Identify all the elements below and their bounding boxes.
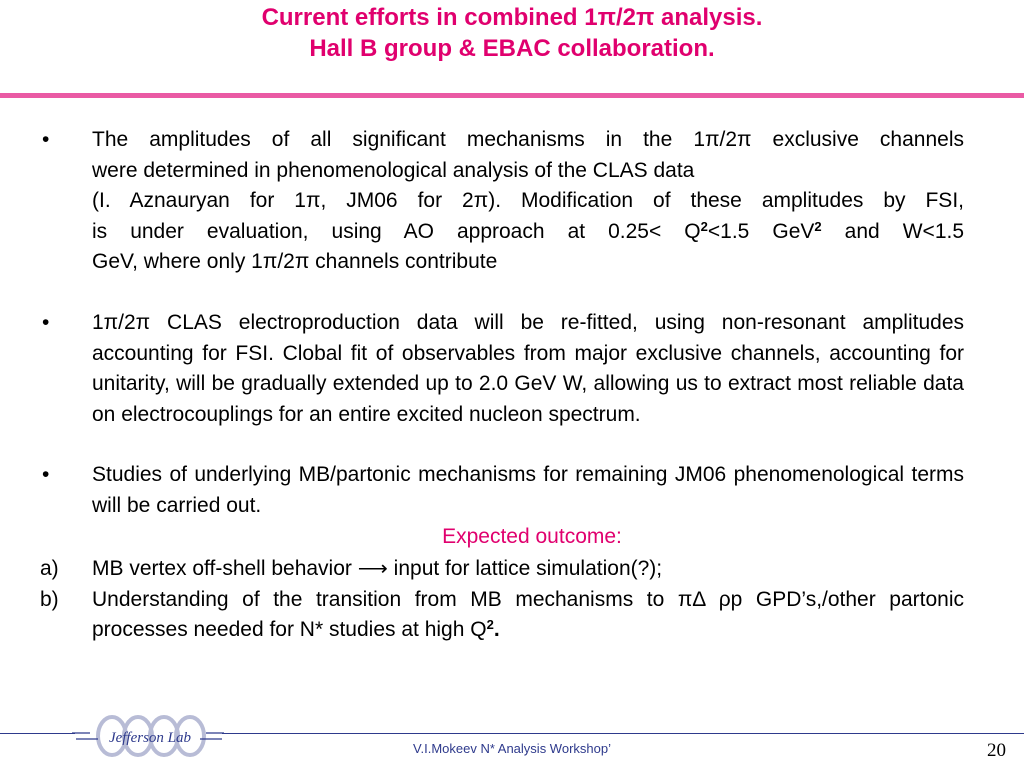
- bullet-item-2: [40, 308, 964, 430]
- bullet-item-3: [40, 460, 964, 521]
- lettered-item-b: [40, 585, 964, 646]
- line-4-post: and W<1.5: [821, 219, 965, 243]
- footer-rule-right: [222, 733, 1024, 734]
- q2-superscript: 2: [700, 218, 708, 234]
- item-b-tail: .: [493, 618, 500, 642]
- bullet-1-line-3: (I. Aznauryan for 1π, JM06 for 2π). Modification of these amplitudes by FSI,: [92, 189, 964, 213]
- letter-marker: a): [40, 557, 59, 581]
- bullet-1-line-2: were determined in phenomenological analysis of the CLAS data: [92, 158, 695, 182]
- slide-title: [0, 2, 1024, 64]
- line-4-pre: is under evaluation, using AO approach at 0.25< Q: [92, 219, 701, 243]
- bullet-text: [92, 125, 964, 278]
- letter-marker: b): [40, 587, 59, 611]
- footer-caption: V.I.Mokeev N* Analysis Workshop’: [413, 741, 611, 756]
- title-line-2: Hall B group & EBAC collaboration.: [309, 35, 715, 62]
- q2-superscript: 2: [486, 617, 494, 633]
- slide-body: [40, 125, 964, 646]
- footer-rule-left: [0, 733, 75, 734]
- item-b-main: Understanding of the transition from MB mechanisms to πΔ ρp GPD’s,/other partonic processes needed for N* studies at high Q: [92, 587, 964, 642]
- title-line-1: Current efforts in combined 1π/2π analysis.: [261, 4, 763, 31]
- gev2-superscript: 2: [814, 218, 822, 234]
- bullet-1-line-4: [92, 217, 964, 248]
- line-4-mid: <1.5 GeV: [707, 219, 815, 243]
- bullet-marker: •: [42, 463, 50, 487]
- lettered-item-a: [40, 554, 964, 585]
- bullet-marker: •: [42, 128, 50, 151]
- title-divider: [0, 93, 1024, 98]
- bullet-1-line-5: GeV, where only 1π/2π channels contribute: [92, 250, 498, 274]
- bullet-text: Studies of underlying MB/partonic mechanisms for remaining JM06 phenomenological terms will be carried out.: [92, 463, 964, 517]
- lettered-text: MB vertex off-shell behavior ⟶ input for lattice simulation(?);: [92, 557, 663, 581]
- bullet-text: 1π/2π CLAS electroproduction data will be re-fitted, using non-resonant amplitudes accounting for FSI. Clobal fit of observables from major exclusive channels, accounting for unitarity, will be gradually extended up to 2.0 GeV W, allowing us to extract most reliable data on electrocouplings for an entire excited nucleon spectrum.: [92, 310, 964, 426]
- expected-outcome-heading: Expected outcome:: [442, 524, 622, 548]
- lettered-text: [92, 585, 964, 646]
- logo-text: Jefferson Lab: [108, 730, 192, 746]
- bullet-item-1: [40, 125, 964, 278]
- page-number: 20: [987, 740, 1006, 761]
- bullet-marker: •: [42, 310, 50, 334]
- bullet-1-line-1: The amplitudes of all significant mechanisms in the 1π/2π exclusive channels: [92, 128, 964, 151]
